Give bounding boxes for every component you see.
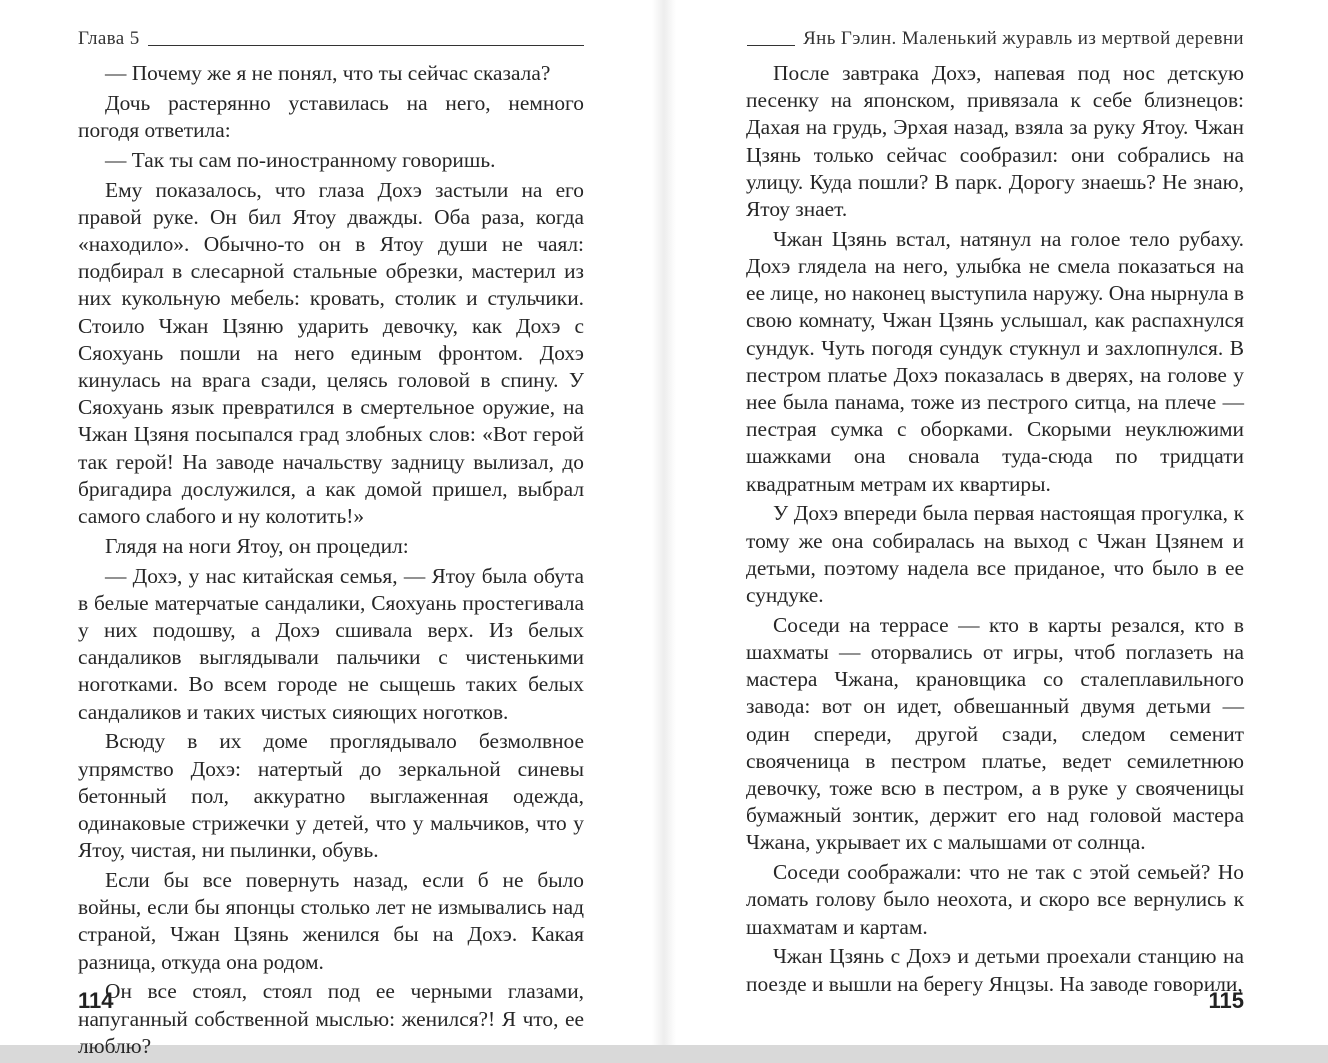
left-page <box>78 0 584 1058</box>
right-page <box>746 0 1244 1045</box>
right-page-text <box>746 60 1244 1000</box>
header-rule <box>148 45 584 46</box>
paragraph: Соседи на террасе — кто в карты резался, кто в шахматы — оторвались от игры, чтоб поглазеть на мастера Чжана, крановщика со сталеплавильного завода: вот он идет, обвешанный двумя детьми — один спереди, другой сзади, следом семенит свояченица в пестром платье, ведет семилетнюю девочку, тоже всю в пестром, а в руке у свояченицы бумажный зонтик, держит его над головой мастера Чжана, укрывает их с малышами от солнца. <box>746 612 1244 855</box>
chapter-title: Глава 5 <box>78 28 140 49</box>
paragraph: Чжан Цзянь встал, натянул на голое тело рубаху. Дохэ глядела на него, улыбка не смела показаться на ее лице, но наконец выступила наружу. Она нырнула в свою комнату, Чжан Цзянь услышал, как распахнулся сундук. Чуть погодя сундук стукнул и захлопнулся. В пестром платье Дохэ показалась в дверях, на голове у нее была панама, тоже из пестрого ситца, на плече — пестрая сумка с оборками. Скорыми неуклюжими шажками она сновала туда-сюда по тридцати квадратным метрам их квартиры. <box>746 226 1244 496</box>
paragraph: Дочь растерянно уставилась на него, немного погодя ответила: <box>78 90 584 142</box>
paragraph: Ему показалось, что глаза Дохэ застыли на его правой руке. Он бил Ятоу дважды. Оба раза, когда «находило». Обычно-то он в Ятоу души не чаял: подбирал в слесарной стальные обрезки, мастерил из них кукольную мебель: кровать, столик и стульчики. Стоило Чжан Цзяню ударить девочку, как Дохэ с Сяохуань пошли на него единым фронтом. Дохэ кинулась на врага сзади, целясь головой в спину. У Сяохуань язык превратился в смертельное оружие, на Чжан Цзяня посыпался град злобных слов: «Вот герой так герой! На заводе начальству задницу вылизал, до бригадира дослужился, а как домой пришел, выбрал самого слабого и ну колотить!» <box>78 177 584 529</box>
paragraph: После завтрака Дохэ, напевая под нос детскую песенку на японском, привязала к себе близнецов: Дахая на грудь, Эрхая назад, взяла за руку Ятоу. Чжан Цзянь только сейчас сообразил: они собрались на улицу. Куда пошли? В парк. Дорогу знаешь? Не знаю, Ятоу знает. <box>746 61 1244 222</box>
running-head-left <box>78 28 584 50</box>
paragraph: Если бы все повернуть назад, если б не было войны, если бы японцы столько лет не измывались над страной, Чжан Цзянь женился бы на Дохэ. Какая разница, откуда она родом. <box>78 868 584 974</box>
header-rule <box>747 45 795 46</box>
left-page-text <box>78 60 584 1063</box>
paragraph: Всюду в их доме проглядывало безмолвное упрямство Дохэ: натертый до зеркальной синевы бетонный пол, аккуратно выглаженная одежда, одинаковые стрижечки у детей, что у мальчиков, что у Ятоу, чистая, ни пылинки, обувь. <box>78 729 584 863</box>
paragraph: Чжан Цзянь с Дохэ и детьми проехали станцию на поезде и вышли на берегу Янцзы. На заводе говорили, <box>746 944 1244 996</box>
page-number-left: 114 <box>78 988 114 1013</box>
paragraph: У Дохэ впереди была первая настоящая прогулка, к тому же она собиралась на выход с Чжан Цзянем и детьми, поэтому надела все приданое, что было в ее сундуке. <box>746 501 1244 608</box>
paragraph: — Дохэ, у нас китайская семья, — Ятоу была обута в белые матерчатые сандалики, Сяохуань простегивала у них подошву, а Дохэ сшивала верх. Из белых сандаликов выглядывали пальчики с чистенькими ноготками. Во всем городе не сыщешь таких белых сандаликов и таких чистых сияющих ноготков. <box>78 563 584 724</box>
book-title: Янь Гэлин. Маленький журавль из мертвой деревни <box>803 28 1244 49</box>
paragraph: Глядя на ноги Ятоу, он процедил: <box>105 533 409 558</box>
paragraph: — Так ты сам по-иностранному говоришь. <box>105 147 496 172</box>
page-number-right: 115 <box>1208 988 1244 1013</box>
paragraph: Соседи соображали: что не так с этой семьей? Но ломать голову было неохота, и скоро все вернулись к шахматам и картам. <box>746 860 1244 939</box>
running-head-right <box>746 28 1244 50</box>
paragraph: Он все стоял, стоял под ее черными глазами, напуганный собственной мыслью: женился?! Я что, ее люблю? <box>78 979 584 1058</box>
book-gutter <box>652 0 676 1045</box>
paragraph: — Почему же я не понял, что ты сейчас сказала? <box>105 61 551 85</box>
